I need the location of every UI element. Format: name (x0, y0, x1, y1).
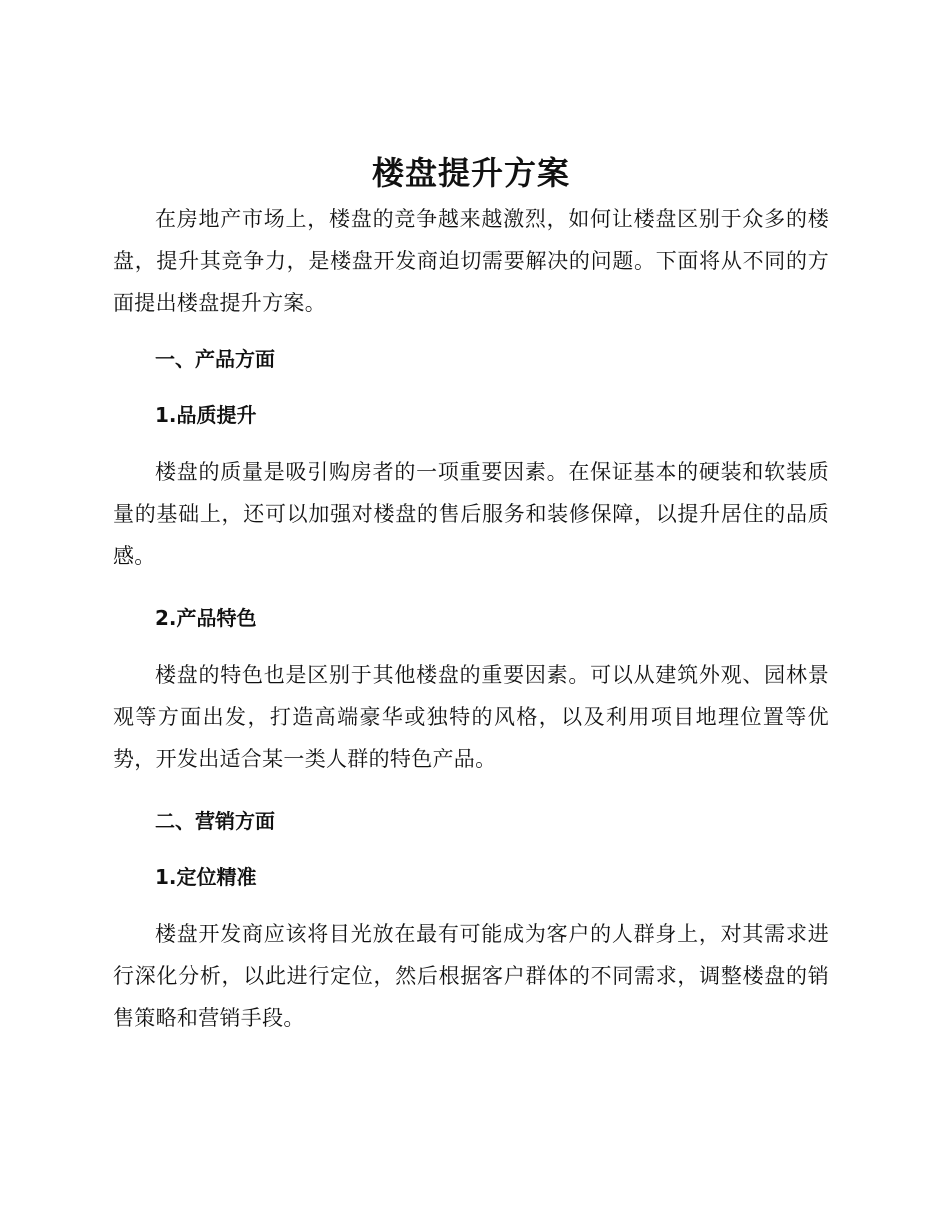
paragraph-features: 楼盘的特色也是区别于其他楼盘的重要因素。可以从建筑外观、园林景观等方面出发，打造高端豪华或独特的风格，以及利用项目地理位置等优势，开发出适合某一类人群的特色产品。 (113, 663, 829, 771)
subsection-heading-positioning: 1.定位精准 (155, 865, 257, 889)
subsection-heading-features: 2.产品特色 (155, 606, 257, 630)
document-body (113, 150, 829, 1039)
section-heading-product: 一、产品方面 (155, 347, 275, 371)
paragraph-positioning: 楼盘开发商应该将目光放在最有可能成为客户的人群身上，对其需求进行深化分析，以此进行定位，然后根据客户群体的不同需求，调整楼盘的销售策略和营销手段。 (113, 922, 829, 1030)
paragraph-quality: 楼盘的质量是吸引购房者的一项重要因素。在保证基本的硬装和软装质量的基础上，还可以加强对楼盘的售后服务和装修保障，以提升居住的品质感。 (113, 460, 829, 568)
subsection-heading-quality: 1.品质提升 (155, 403, 257, 427)
section-heading-marketing: 二、营销方面 (155, 809, 275, 833)
document-title: 楼盘提升方案 (371, 154, 570, 192)
intro-paragraph: 在房地产市场上，楼盘的竞争越来越激烈，如何让楼盘区别于众多的楼盘，提升其竞争力，是楼盘开发商迫切需要解决的问题。下面将从不同的方面提出楼盘提升方案。 (113, 207, 829, 315)
